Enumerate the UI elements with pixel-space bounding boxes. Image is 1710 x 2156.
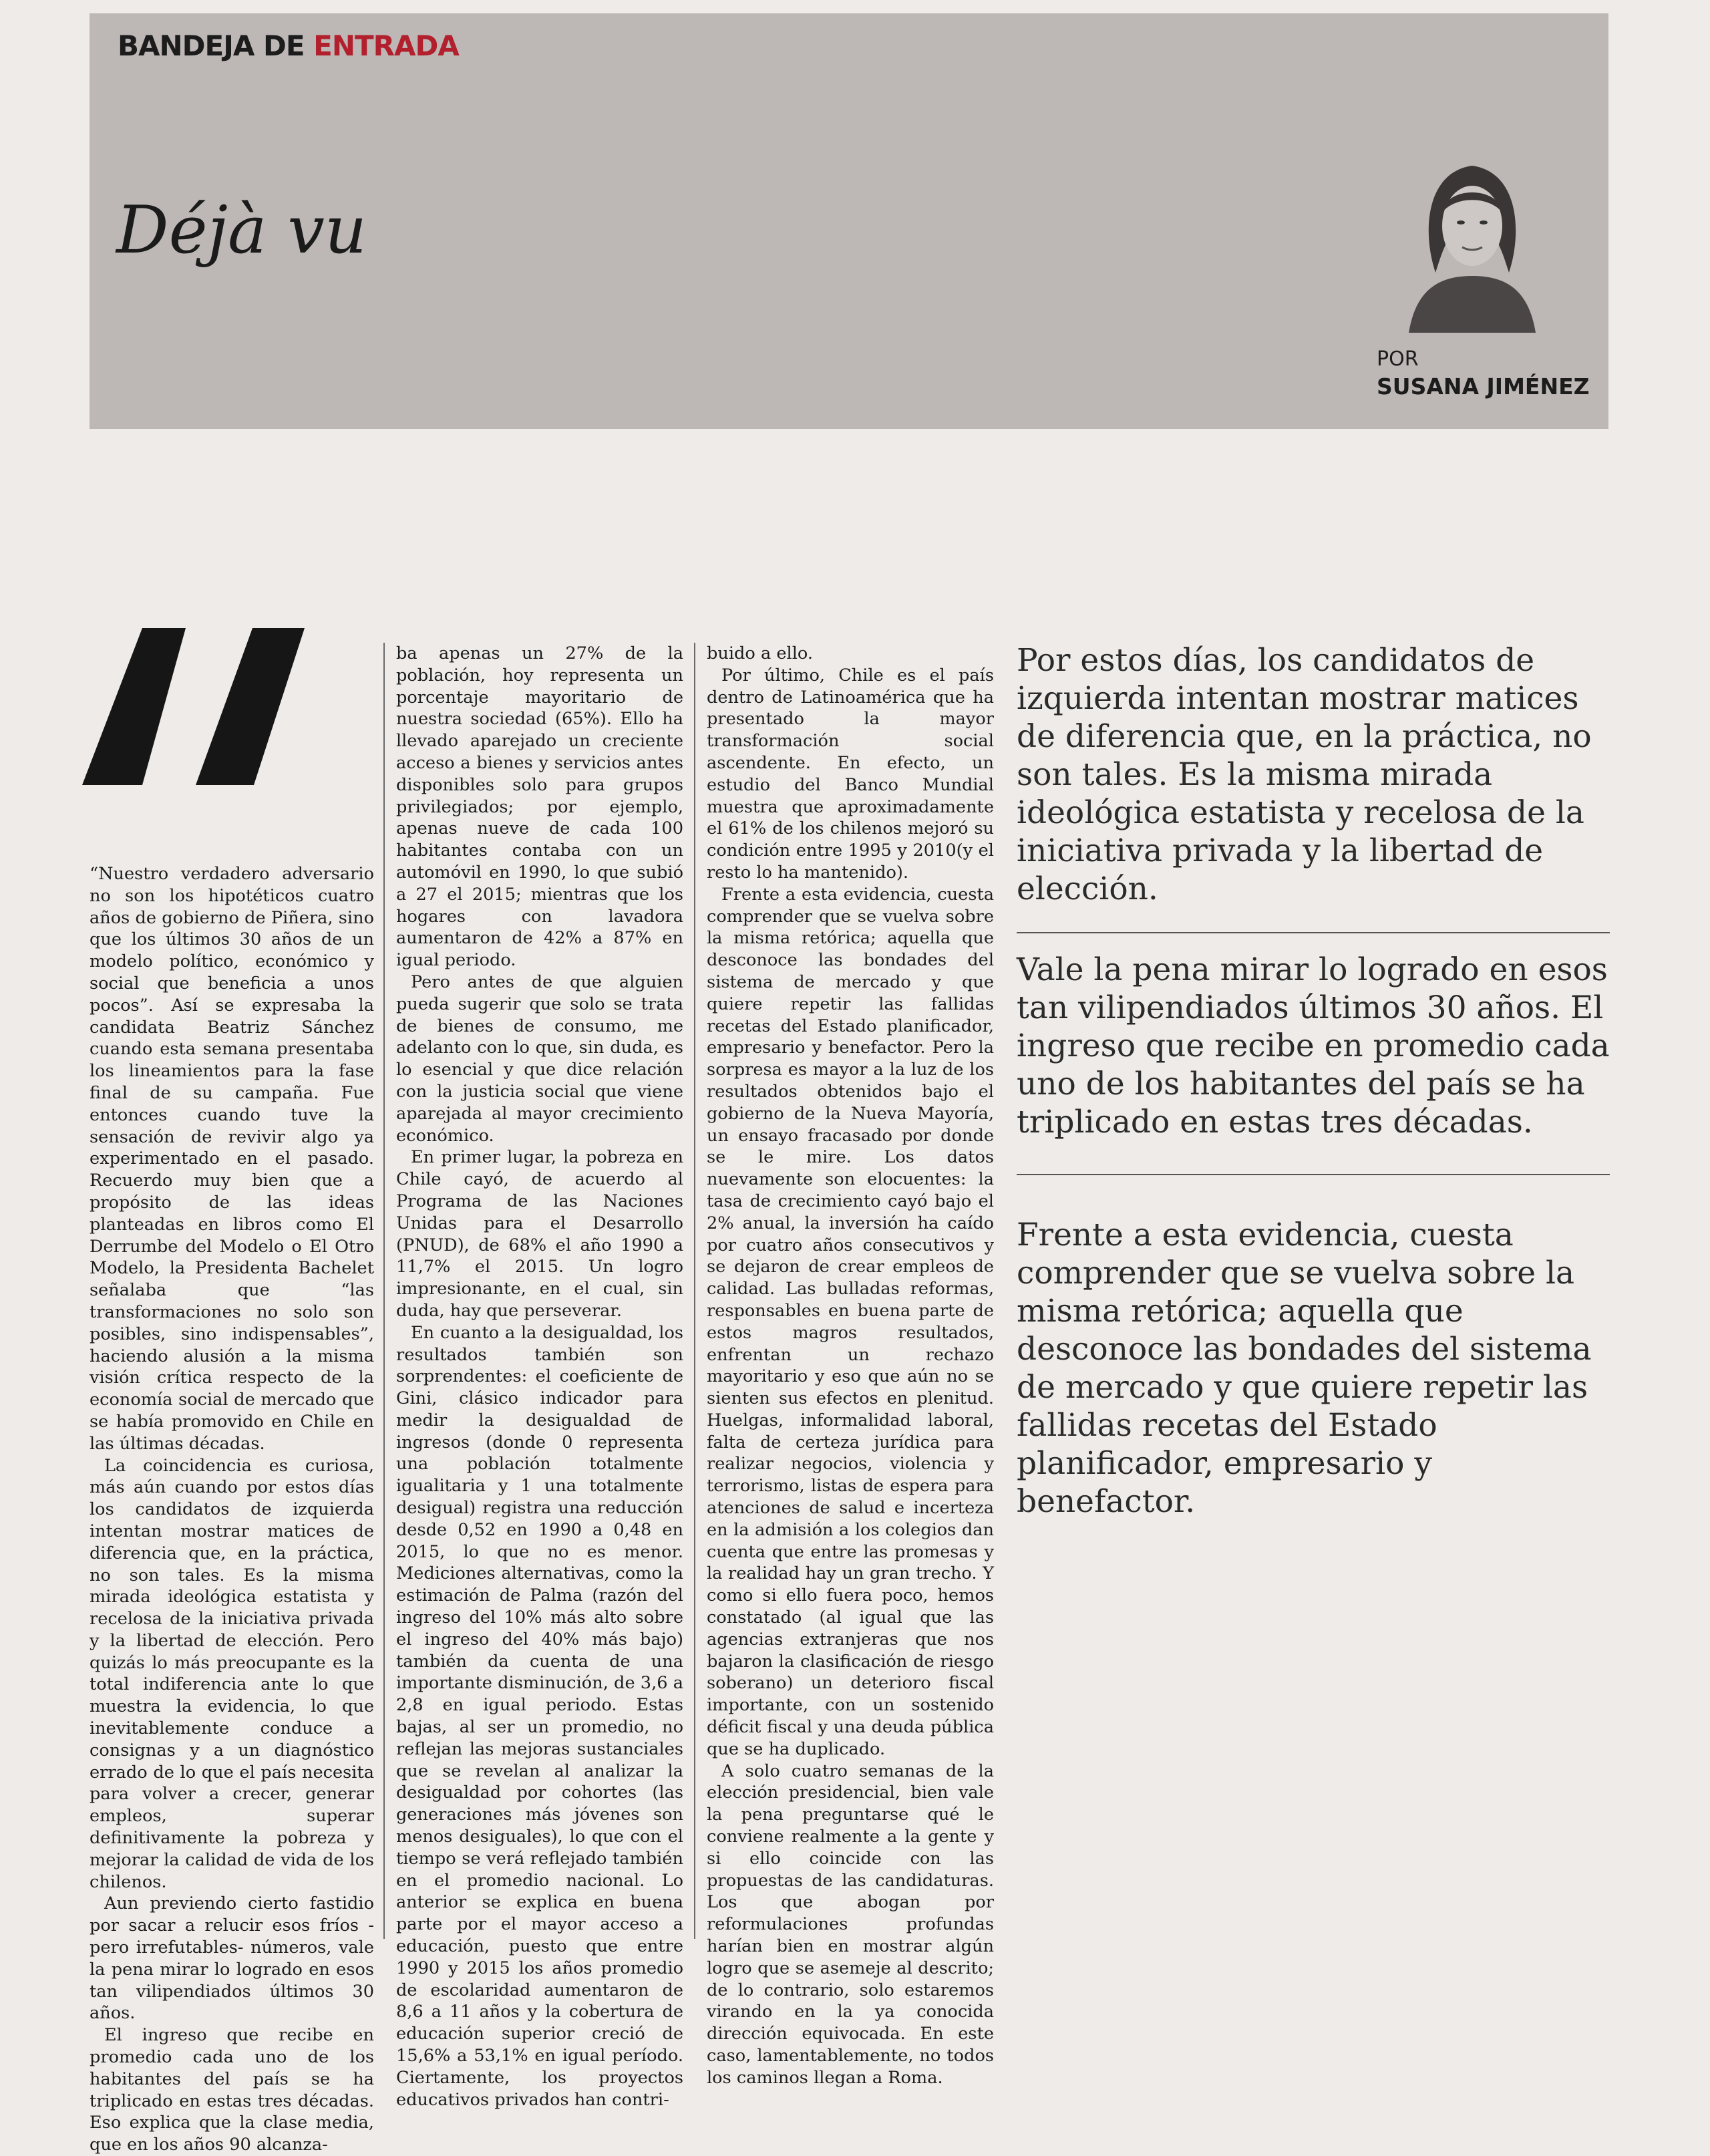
section-label <box>118 29 459 62</box>
body-paragraph: Pero antes de que alguien pueda sugerir que solo se trata de bienes de consumo, me adelanto con lo que, sin duda, es lo esencial y que dice relación con la justicia social que viene aparejada al mayor crecimiento económico. <box>396 971 683 1146</box>
pull-quote-text: Frente a esta evidencia, cuesta comprender que se vuelva sobre la misma retórica; aquella que desconoce las bondades del sistema de mercado y que quiere repetir las fallidas recetas del Estado planificador, empresario y benefactor. <box>1017 1217 1592 1520</box>
author-portrait <box>1395 132 1549 333</box>
open-quote-icon <box>79 621 309 792</box>
pull-quote-divider <box>1017 1174 1610 1175</box>
body-paragraph: buido a ello. <box>707 643 813 663</box>
body-paragraph: “Nuestro verdadero adversario no son los hipotéticos cuatro años de gobierno de Piñera, sino que los últimos 30 años de un modelo político, económico y social que beneficia a unos pocos”. Así se expresaba la candidata Beatriz Sánchez cuando esta semana presentaba los lineamientos para la fase final de su campaña. Fue entonces cuando tuve la sensación de revivir algo ya experimentado en el pasado. Recuerdo muy bien que a propósito de las ideas planteadas en libros como El Derrumbe del Modelo o El Otro Modelo, la Presidenta Bachelet señalaba que “las transformaciones no solo son posibles, sino indispensables”, haciendo alusión a la misma visión crítica respecto de la economía social de mercado que se había promovido en Chile en las últimas décadas. <box>90 864 374 1454</box>
byline <box>1377 347 1590 400</box>
pull-quote <box>1017 951 1610 1141</box>
body-column-3 <box>707 643 994 2089</box>
section-label-accent: ENTRADA <box>313 29 459 62</box>
column-divider <box>383 643 385 1939</box>
pull-quote-divider <box>1017 932 1610 933</box>
body-paragraph: A solo cuatro semanas de la elección presidencial, bien vale la pena preguntarse qué le conviene realmente a la gente y si ello coincide con las propuestas de las candidaturas. Los que abogan por reformulaciones profundas harían bien en mostrar algún logro que se asemeje al descrito; de lo contrario, solo estaremos virando en la ya conocida dirección equivocada. En este caso, lamentablemente, no todos los caminos llegan a Roma. <box>707 1760 994 2088</box>
body-paragraph: ba apenas un 27% de la población, hoy representa un porcentaje mayoritario de nuestra sociedad (65%). Ello ha llevado aparejado un creciente acceso a bienes y servicios antes disponibles solo para grupos privilegiados; por ejemplo, apenas nueve de cada 100 habitantes contaba con un automóvil en 1990, lo que subió a 27 el 2015; mientras que los hogares con lavadora aumentaron de 42% a 87% en igual periodo. <box>396 643 683 971</box>
pull-quote-text: Vale la pena mirar lo logrado en esos tan vilipendiados últimos 30 años. El ingreso que recibe en promedio cada uno de los habitantes del país se ha triplicado en estas tres décadas. <box>1017 951 1610 1140</box>
section-label-prefix: BANDEJA DE <box>118 29 314 62</box>
body-paragraph: En primer lugar, la pobreza en Chile cayó, de acuerdo al Programa de las Naciones Unidas para el Desarrollo (PNUD), de 68% el año 1990 a 11,7% el 2015. Un logro impresionante, en el cual, sin duda, hay que perseverar. <box>396 1147 683 1321</box>
body-paragraph: Frente a esta evidencia, cuesta comprender que se vuelva sobre la misma retórica; aquella que desconoce las bondades del sistema de mercado y que quiere repetir las fallidas recetas del Estado planificador, empresario y benefactor. Pero la sorpresa es mayor a la luz de los resultados obtenidos bajo el gobierno de la Nueva Mayoría, un ensayo fracasado por donde se le mire. Los datos nuevamente son elocuentes: la tasa de crecimiento cayó bajo el 2% anual, la inversión ha caído por cuatro años consecutivos y se dejaron de crear empleos de calidad. Las bulladas reformas, responsables en buena parte de estos magros resultados, enfrentan un rechazo mayoritario y eso que aún no se sienten sus efectos en plenitud. Huelgas, informalidad laboral, falta de certeza jurídica para realizar negocios, violencia y terrorismo, listas de espera para atenciones de salud e incerteza en la admisión a los colegios dan cuenta que entre las promesas y la realidad hay un gran trecho. Y como si ello fuera poco, hemos constatado (al igual que las agencias extranjeras que nos bajaron la clasificación de riesgo soberano) un deterioro fiscal importante, con un sostenido déficit fiscal y una deuda pública que se ha duplicado. <box>707 884 994 1759</box>
pull-quote-text: Por estos días, los candidatos de izquierda intentan mostrar matices de diferencia que, en la práctica, no son tales. Es la misma mirada ideológica estatista y recelosa de la iniciativa privada y la libertad de elección. <box>1017 642 1592 907</box>
column-divider <box>694 643 695 1939</box>
body-paragraph: El ingreso que recibe en promedio cada uno de los habitantes del país se ha triplicado en estas tres décadas. Eso explica que la clase media, que en los años 90 alcanza- <box>90 2025 374 2155</box>
body-paragraph: En cuanto a la desigualdad, los resultados también son sorprendentes: el coeficiente de Gini, clásico indicador para medir la desigualdad de ingresos (donde 0 representa una población totalmente igualitaria y 1 una totalmente desigual) registra una reducción desde 0,52 en 1990 a 0,48 en 2015, lo que no es menor. Mediciones alternativas, como la estimación de Palma (razón del ingreso del 10% más alto sobre el ingreso del 40% más bajo) también da cuenta de una importante disminución, de 3,6 a 2,8 en igual periodo. Estas bajas, al ser un promedio, no reflejan las mejoras sustanciales que se revelan al analizar la desigualdad por cohortes (las generaciones más jóvenes son menos desiguales), lo que con el tiempo se verá reflejado también en el promedio nacional. Lo anterior se explica en buena parte por el mayor acceso a educación, puesto que entre 1990 y 2015 los años promedio de escolaridad aumentaron de 8,6 a 11 años y la cobertura de educación superior creció de 15,6% a 53,1% en igual período. Ciertamente, los proyectos educativos privados han contri- <box>396 1322 683 2110</box>
author-name: SUSANA JIMÉNEZ <box>1377 373 1590 400</box>
byline-por: POR <box>1377 347 1419 371</box>
body-paragraph: Aun previendo cierto fastidio por sacar a relucir esos fríos -pero irrefutables- números, vale la pena mirar lo logrado en esos tan vilipendiados últimos 30 años. <box>90 1893 374 2024</box>
article-header <box>90 13 1608 429</box>
body-paragraph: Por último, Chile es el país dentro de Latinoamérica que ha presentado la mayor transformación social ascendente. En efecto, un estudio del Banco Mundial muestra que aproximadamente el 61% de los chilenos mejoró su condición entre 1995 y 2010(y el resto lo ha mantenido). <box>707 665 994 883</box>
body-column-2 <box>396 643 683 2111</box>
article-title: Déjà vu <box>116 192 367 269</box>
pull-quote <box>1017 1216 1610 1521</box>
body-paragraph: La coincidencia es curiosa, más aún cuando por estos días los candidatos de izquierda intentan mostrar matices de diferencia que, en la práctica, no son tales. Es la misma mirada ideológica estatista y recelosa de la iniciativa privada y la libertad de elección. Pero quizás lo más preocupante es la total indiferencia ante lo que muestra la evidencia, lo que inevitablemente conduce a consignas y a un diagnóstico errado de lo que el país necesita para volver a crecer, generar empleos, superar definitivamente la pobreza y mejorar la calidad de vida de los chilenos. <box>90 1455 374 1892</box>
pull-quote <box>1017 641 1610 908</box>
